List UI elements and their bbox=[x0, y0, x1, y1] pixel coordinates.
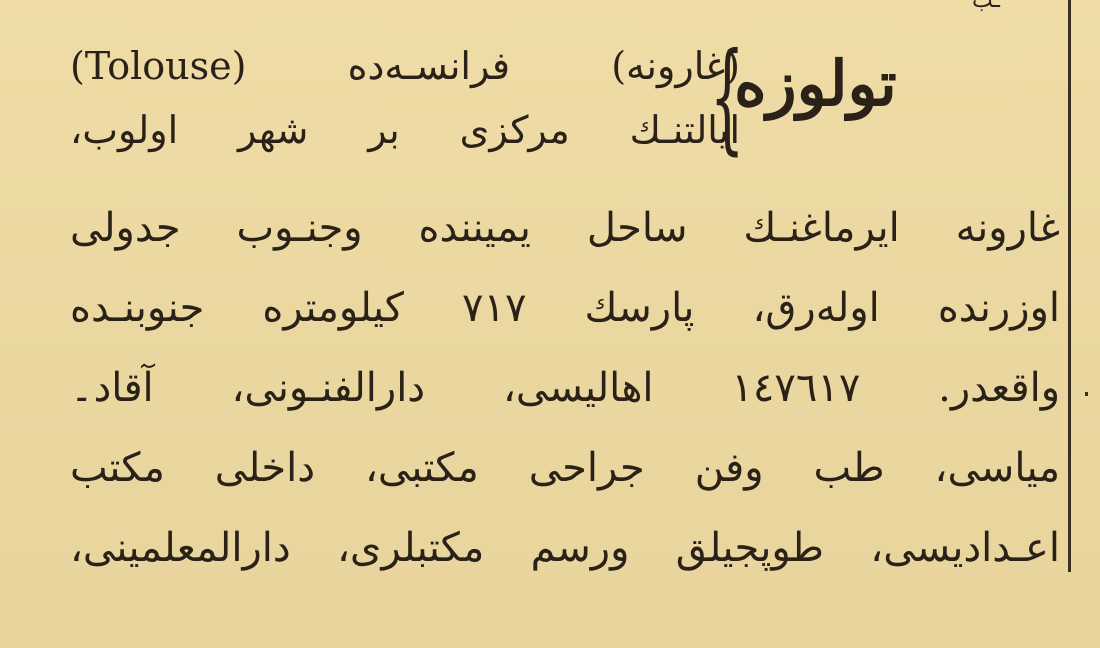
body-line-4: میاسی، طب وفن جراحی مكتبی، داخلی مكتب bbox=[70, 445, 1060, 491]
rule-mark bbox=[1085, 392, 1088, 396]
body-line-3: واقعدر. ۱٤۷٦۱۷ اهالیسی، دارالفنـونی، آقاد۔ bbox=[70, 365, 1061, 411]
header-brace: { bbox=[710, 28, 745, 167]
body-line-5: اعـدادیسی، طوپجیلق ورسم مكتبلری، دارالمعلمینی، bbox=[70, 525, 1060, 571]
entry-body bbox=[70, 188, 1060, 588]
body-line-1: غارونه ایرماغنـك ساحل یمیننده وجنـوب جدولی bbox=[70, 205, 1060, 251]
page-top-fragment: ـب bbox=[971, 0, 1000, 13]
header-line-1: (غارونه) فرانسـه‌ده (Tolouse) bbox=[70, 44, 740, 88]
entry-headword: تولوزه bbox=[734, 47, 897, 120]
entry-header-lines bbox=[70, 34, 740, 162]
header-line-2: ایالتنـك مركزی بر شهر اولوب، bbox=[70, 108, 740, 152]
body-line-2: اوزرنده اوله‌رق، پارسك ۷۱۷ كیلومتره جنوبنـده bbox=[70, 285, 1060, 331]
column-rule bbox=[1068, 0, 1071, 572]
